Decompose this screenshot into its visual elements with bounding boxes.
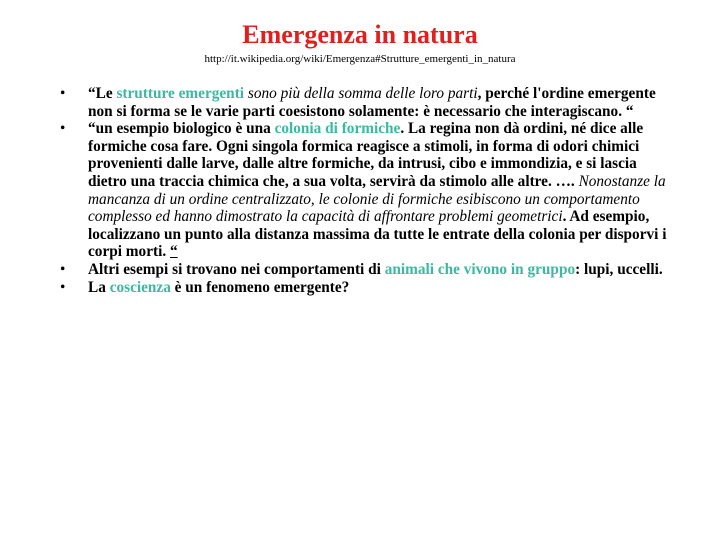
link-animali-in-gruppo[interactable]: animali che vivono in gruppo — [384, 260, 576, 278]
bullet-icon: • — [60, 85, 66, 102]
list-item — [60, 279, 675, 297]
text: . La regina non dà ordini, né dice alle formiche cosa fare. Ogni singola formica reagisce a stimoli, in forma di odori chimici provenienti dalle larve, dalle altre formiche, da intrusi, cibo e immondizia, e si lascia dietro una traccia chimica che, a sua volta, servirà da stimolo alle altre. …. — [88, 120, 644, 190]
footnote-link[interactable]: “ — [169, 243, 178, 261]
link-colonia-di-formiche[interactable]: colonia di formiche — [274, 120, 401, 138]
italic-text: Nonostanze la mancanza di un ordine centralizzato, le colonie di formiche esibiscono un comportamento complesso ed hanno dimostrato la capacità di affrontare problemi geometrici — [88, 172, 666, 226]
text: “un esempio biologico è una — [88, 120, 275, 138]
text: “Le — [88, 85, 117, 102]
italic-text: sono più della somma delle loro parti — [247, 85, 478, 102]
text: . Ad esempio, localizzano un punto alla distanza massima da tutte le entrate della colonia per disporvi i corpi morti. — [88, 208, 667, 261]
slide-title: Emergenza in natura — [242, 20, 478, 49]
link-strutture-emergenti[interactable]: strutture emergenti — [116, 85, 245, 102]
text: La — [88, 278, 110, 296]
bullet-icon: • — [60, 278, 66, 296]
link-coscienza[interactable]: coscienza — [109, 278, 171, 296]
bullet-icon: • — [60, 260, 66, 278]
text: Altri esempi si trovano nei comportamenti di — [88, 260, 385, 278]
text: : lupi, uccelli. — [575, 260, 663, 278]
list-item — [60, 261, 675, 279]
text: , perché l'ordine emergente non si forma se le varie parti coesistono solamente: è necessario che interagiscano. “ — [88, 85, 656, 120]
bullet-icon: • — [60, 120, 66, 138]
list-item — [60, 120, 675, 261]
text: è un fenomeno emergente? — [170, 278, 350, 296]
source-url[interactable]: http://it.wikipedia.org/wiki/Emergenza#Strutture_emergenti_in_natura — [204, 53, 516, 65]
list-item — [60, 85, 675, 120]
bullet-list — [60, 85, 675, 296]
